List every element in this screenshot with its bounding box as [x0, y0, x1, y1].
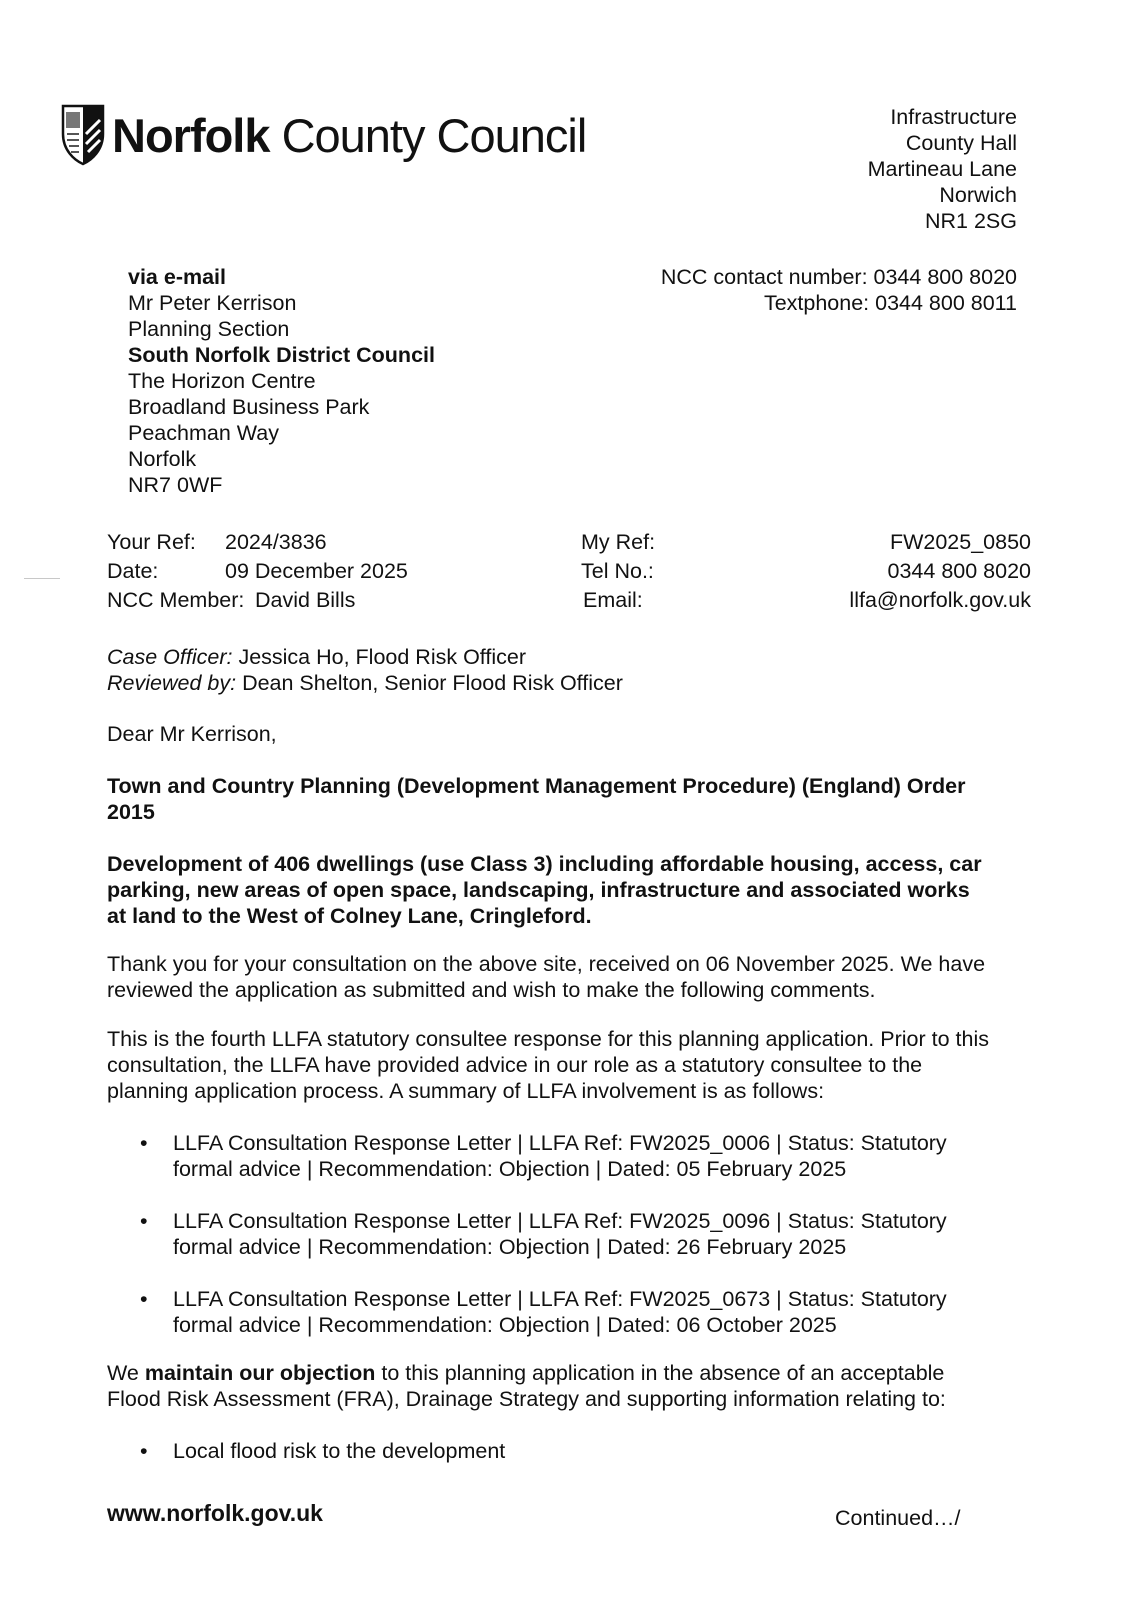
- case-officer-label: Case Officer:: [107, 645, 233, 669]
- delivery-method: via e-mail: [128, 265, 226, 289]
- case-officer: [107, 644, 1027, 670]
- objection-points-list: [107, 1438, 1027, 1464]
- development-heading: Development of 406 dwellings (use Class 3) including affordable housing, access, car parking, new areas of open space, landscaping, infrastructure and associated works at land to the West of Colney Lane, Cringleford.: [107, 852, 982, 928]
- my-ref-label: My Ref:: [581, 530, 656, 554]
- your-ref-label: Your Ref:: [107, 530, 196, 554]
- recipient-address: [128, 264, 435, 498]
- ref-row: [107, 559, 1031, 588]
- reviewed-by-label: Reviewed by:: [107, 671, 237, 695]
- date-label: Date:: [107, 559, 159, 583]
- case-officer-value: Jessica Ho, Flood Risk Officer: [238, 645, 526, 669]
- member-value: David Bills: [255, 588, 356, 612]
- council-address: [868, 104, 1017, 234]
- reviewed-by: [107, 670, 1027, 696]
- address-line: Peachman Way: [128, 421, 279, 445]
- date-value: 09 December 2025: [225, 559, 408, 583]
- list-item: • LLFA Consultation Response Letter | LLFA Ref: FW2025_0006 | Status: Statutory formal advice | Recommendation: Objection | Dated: 05 February 2025: [107, 1130, 993, 1182]
- member-label: NCC Member:: [107, 588, 245, 612]
- address-line: Martineau Lane: [867, 157, 1017, 181]
- textphone-number: Textphone: 0344 800 8011: [763, 291, 1017, 315]
- reviewed-by-value: Dean Shelton, Senior Flood Risk Officer: [242, 671, 623, 695]
- tel-label: Tel No.:: [581, 559, 654, 583]
- address-line: NR1 2SG: [924, 209, 1017, 233]
- intro-paragraph: Thank you for your consultation on the above site, received on 06 November 2025. We have reviewed the application as submitted and wish to make the following comments.: [107, 952, 986, 1002]
- salutation: Dear Mr Kerrison,: [107, 722, 277, 746]
- recipient-organisation: South Norfolk District Council: [128, 343, 435, 367]
- address-line: Infrastructure: [890, 105, 1017, 129]
- address-line: NR7 0WF: [128, 473, 223, 497]
- address-line: County Hall: [905, 131, 1017, 155]
- address-line: Norfolk: [128, 447, 197, 471]
- objection-text-end: to this planning application in the absence of an acceptable Flood Risk Assessment (FRA), Drainage Strategy and supporting information relating to:: [107, 1361, 946, 1411]
- involvement-paragraph: This is the fourth LLFA statutory consultee response for this planning application. Prior to this consultation, the LLFA have provided advice in our role as a statutory consultee to the planning application process. A summary of LLFA involvement is as follows:: [107, 1027, 989, 1103]
- list-item: • LLFA Consultation Response Letter | LLFA Ref: FW2025_0673 | Status: Statutory formal advice | Recommendation: Objection | Dated: 06 October 2025: [107, 1286, 993, 1338]
- list-item: • LLFA Consultation Response Letter | LLFA Ref: FW2025_0096 | Status: Statutory formal advice | Recommendation: Objection | Dated: 26 February 2025: [107, 1208, 993, 1260]
- contact-number: NCC contact number: 0344 800 8020: [660, 265, 1017, 289]
- recipient-name: Mr Peter Kerrison: [128, 291, 297, 315]
- council-name: Norfolk County Council: [112, 108, 587, 162]
- address-line: Broadland Business Park: [128, 395, 370, 419]
- my-ref-value: FW2025_0850: [889, 530, 1031, 554]
- letter-body: [107, 644, 1027, 1464]
- address-line: Norwich: [939, 183, 1017, 207]
- council-logo: [60, 102, 586, 168]
- margin-mark: [24, 578, 60, 579]
- website-link[interactable]: www.norfolk.gov.uk: [107, 1500, 323, 1526]
- reference-block: [107, 530, 1031, 617]
- council-crest-icon: [60, 104, 106, 166]
- objection-paragraph: [107, 1360, 987, 1412]
- recipient-section: Planning Section: [128, 317, 290, 341]
- ref-row: [107, 588, 1031, 617]
- address-line: The Horizon Centre: [128, 369, 316, 393]
- ref-row: [107, 530, 1031, 559]
- legislation-heading: Town and Country Planning (Development Management Procedure) (England) Order 2015: [107, 774, 966, 824]
- objection-emphasis: maintain our objection: [144, 1361, 376, 1385]
- objection-text-start: We: [107, 1361, 139, 1385]
- list-item: • Local flood risk to the development: [107, 1438, 1027, 1464]
- continued-note: Continued…/: [835, 1506, 961, 1530]
- email-label: Email:: [583, 588, 643, 612]
- tel-value: 0344 800 8020: [887, 559, 1031, 583]
- email-value: llfa@norfolk.gov.uk: [849, 588, 1031, 612]
- contact-numbers: [661, 264, 1017, 316]
- involvement-list: [107, 1130, 1027, 1338]
- your-ref-value: 2024/3836: [225, 530, 327, 554]
